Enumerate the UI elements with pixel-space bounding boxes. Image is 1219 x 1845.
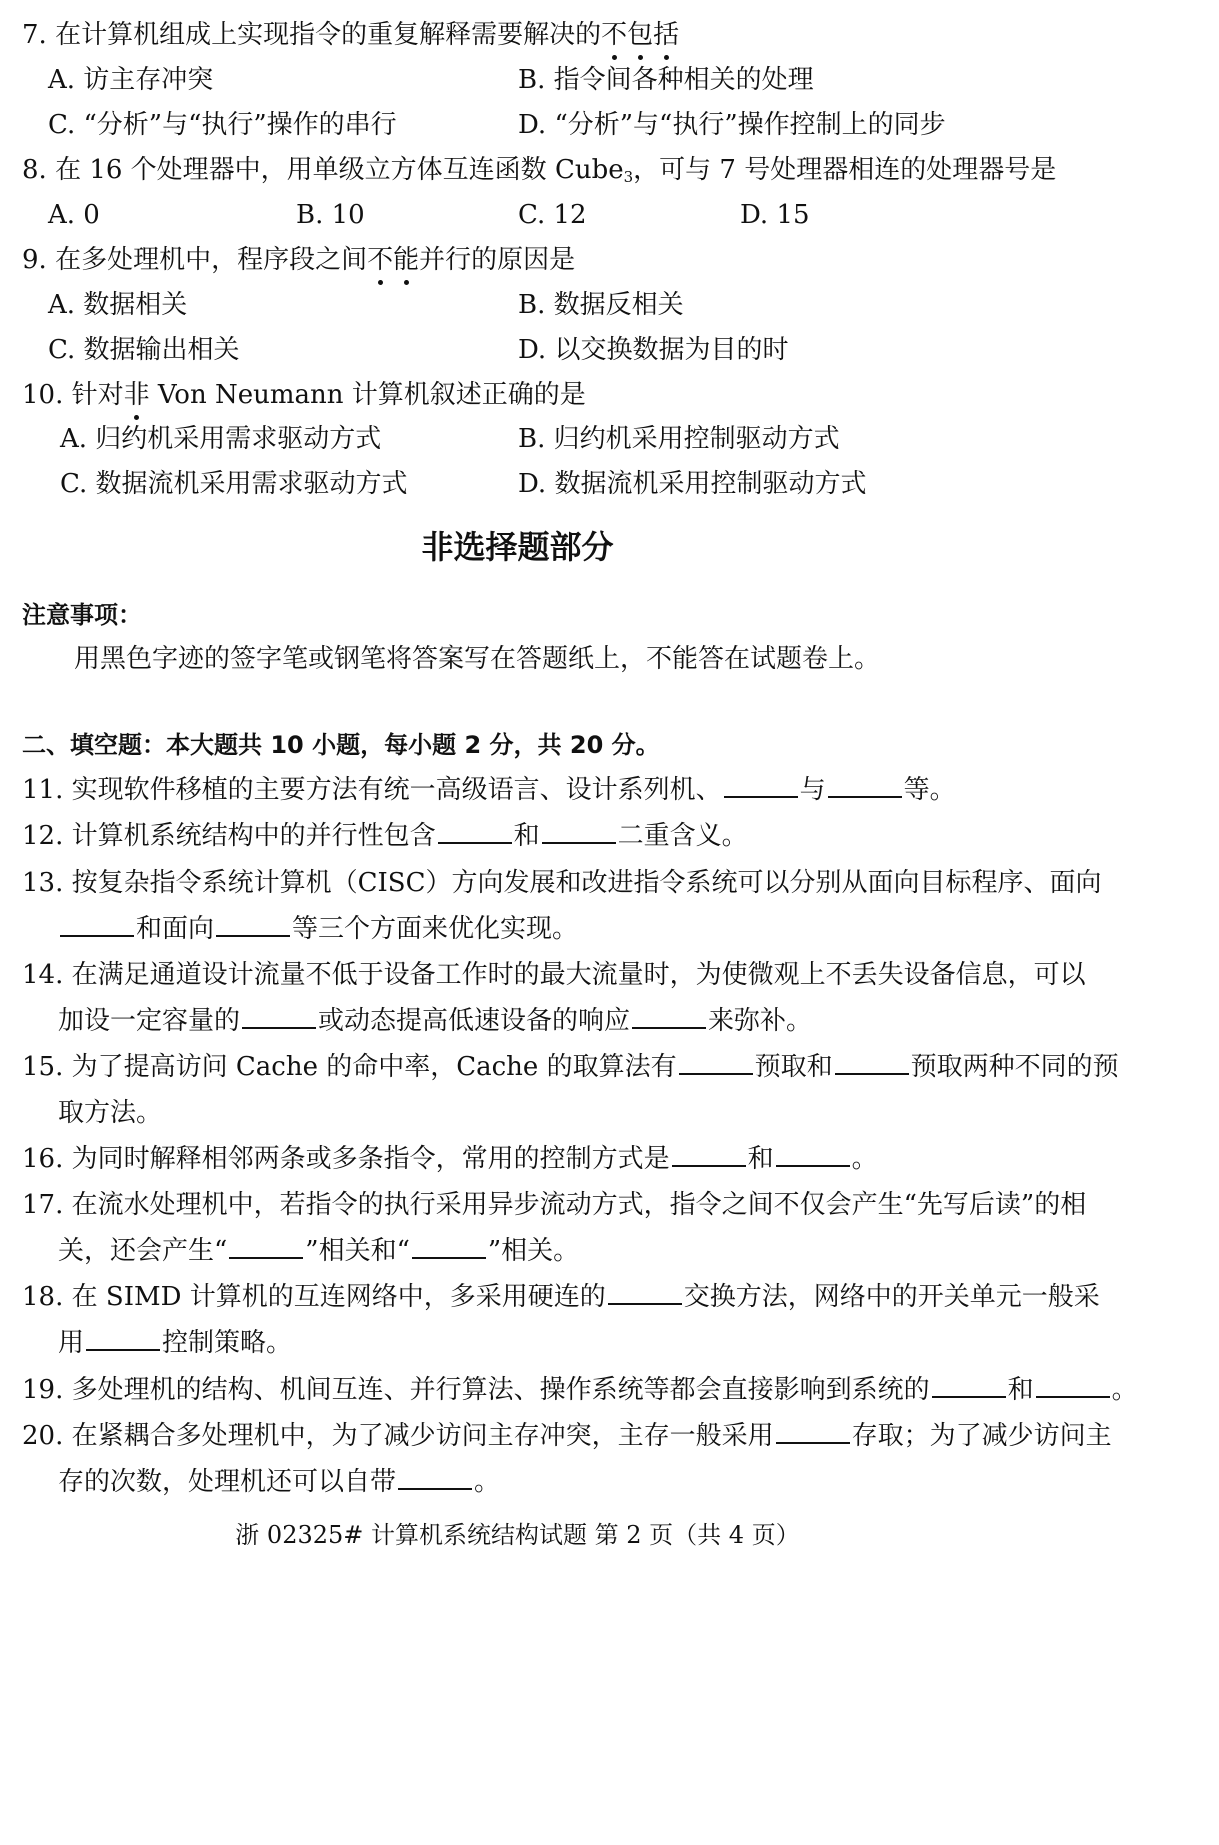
question-12 — [22, 819, 748, 853]
question-20-line-2 — [58, 1465, 500, 1499]
option-10d: D. 数据流机采用控制驱动方式 — [518, 469, 867, 499]
question-20-text-2: 存取；为了减少访问主 — [851, 1421, 1112, 1451]
option-9b: B. 数据反相关 — [518, 290, 684, 320]
question-15-line-1 — [22, 1050, 1119, 1084]
question-10-text-2: Von Neumann 计算机叙述正确的是 — [149, 380, 586, 410]
part2-heading: 二、填空题：本大题共 10 小题，每小题 2 分，共 20 分。 — [22, 731, 660, 759]
question-8-text: 8. 在 16 个处理器中，用单级立方体互连函数 Cube — [22, 155, 624, 185]
option-7c: C. “分析”与“执行”操作的串行 — [48, 110, 397, 140]
option-8c: C. 12 — [518, 200, 587, 230]
question-16 — [22, 1142, 878, 1176]
section-title: 非选择题部分 — [421, 528, 614, 566]
option-9d: D. 以交换数据为目的时 — [518, 335, 789, 365]
option-9a: A. 数据相关 — [48, 290, 188, 320]
option-8d: D. 15 — [740, 200, 810, 230]
question-14-line-1: 14. 在满足通道设计流量不低于设备工作时的最大流量时，为使微观上不丢失设备信息，可以 — [22, 960, 1086, 990]
question-15-text-2: 预取和 — [754, 1052, 833, 1082]
question-18-line-2 — [58, 1326, 292, 1360]
answer-blank — [724, 774, 798, 798]
question-10-text: 10. 针对 — [22, 380, 124, 410]
question-14-line-2 — [58, 1004, 812, 1038]
subscript: 3 — [623, 168, 634, 186]
answer-blank — [216, 913, 290, 937]
answer-blank — [242, 1005, 316, 1029]
question-14-text: 加设一定容量的 — [58, 1006, 241, 1036]
question-11 — [22, 773, 956, 807]
option-10a: A. 归约机采用需求驱动方式 — [60, 424, 382, 454]
question-9-text: 9. 在多处理机中，程序段之间 — [22, 245, 368, 275]
question-7-text: 7. 在计算机组成上实现指令的重复解释需要解决的 — [22, 20, 602, 50]
answer-blank — [835, 1051, 909, 1075]
emphasis-char: 非 — [123, 380, 150, 410]
emphasis-char: 能 — [393, 245, 420, 275]
question-17-text-2: ”相关和“ — [305, 1236, 410, 1266]
question-13-text-3: 等三个方面来优化实现。 — [292, 914, 579, 944]
option-8a: A. 0 — [48, 200, 100, 230]
answer-blank — [776, 1420, 850, 1444]
answer-blank — [632, 1005, 706, 1029]
question-18-text: 18. 在 SIMD 计算机的互连网络中，多采用硬连的 — [22, 1282, 606, 1312]
question-12-text-3: 二重含义。 — [617, 821, 748, 851]
question-17-text-3: ”相关。 — [487, 1236, 580, 1266]
answer-blank — [438, 820, 512, 844]
option-7b: B. 指令间各种相关的处理 — [518, 65, 814, 95]
question-8-text-2: ，可与 7 号处理器相连的处理器号是 — [633, 155, 1057, 185]
answer-blank — [828, 774, 902, 798]
question-16-text-3: 。 — [851, 1144, 878, 1174]
question-11-text-2: 与 — [799, 775, 826, 805]
question-7-stem — [22, 18, 679, 52]
question-19-text: 19. 多处理机的结构、机间互连、并行算法、操作系统等都会直接影响到系统的 — [22, 1375, 930, 1405]
answer-blank — [608, 1281, 682, 1305]
answer-blank — [679, 1051, 753, 1075]
question-9-text-2: 并行的原因是 — [419, 245, 576, 275]
question-12-text: 12. 计算机系统结构中的并行性包含 — [22, 821, 436, 851]
question-20-text: 20. 在紧耦合多处理机中，为了减少访问主存冲突，主存一般采用 — [22, 1421, 774, 1451]
question-18-line-1 — [22, 1280, 1100, 1314]
answer-blank — [86, 1327, 160, 1351]
question-13-line-2 — [58, 912, 578, 946]
answer-blank — [542, 820, 616, 844]
option-8b: B. 10 — [296, 200, 365, 230]
answer-blank — [398, 1466, 472, 1490]
question-15-line-2: 取方法。 — [58, 1098, 163, 1128]
question-14-text-2: 或动态提高低速设备的响应 — [318, 1006, 631, 1036]
answer-blank — [60, 913, 134, 937]
question-11-text-3: 等。 — [903, 775, 956, 805]
question-17-line-1: 17. 在流水处理机中，若指令的执行采用异步流动方式，指令之间不仅会产生“先写后读”的相 — [22, 1190, 1087, 1220]
answer-blank — [412, 1235, 486, 1259]
page-footer: 浙 02325# 计算机系统结构试题 第 2 页（共 4 页） — [235, 1521, 800, 1549]
question-10-stem — [22, 378, 586, 412]
question-13-line-1: 13. 按复杂指令系统计算机（CISC）方向发展和改进指令系统可以分别从面向目标程序、面向 — [22, 868, 1102, 898]
question-20-text-4: 。 — [474, 1467, 501, 1497]
question-15-text-3: 预取两种不同的预 — [910, 1052, 1119, 1082]
emphasis-char: 包 — [627, 20, 654, 50]
notice-heading: 注意事项： — [22, 601, 142, 629]
question-16-text-2: 和 — [747, 1144, 774, 1174]
question-17-line-2 — [58, 1234, 579, 1268]
question-20-text-3: 存的次数，处理机还可以自带 — [58, 1467, 397, 1497]
question-19-text-2: 和 — [1007, 1375, 1034, 1405]
question-13-text-2: 和面向 — [136, 914, 215, 944]
option-9c: C. 数据输出相关 — [48, 335, 240, 365]
question-20-line-1 — [22, 1419, 1112, 1453]
question-17-text: 关，还会产生“ — [58, 1236, 228, 1266]
answer-blank — [229, 1235, 303, 1259]
question-15-text: 15. 为了提高访问 Cache 的命中率，Cache 的取算法有 — [22, 1052, 677, 1082]
emphasis-char: 不 — [601, 20, 628, 50]
option-7d: D. “分析”与“执行”操作控制上的同步 — [518, 110, 946, 140]
question-16-text: 16. 为同时解释相邻两条或多条指令，常用的控制方式是 — [22, 1144, 670, 1174]
question-9-stem — [22, 243, 575, 277]
answer-blank — [1036, 1374, 1110, 1398]
question-12-text-2: 和 — [513, 821, 540, 851]
question-19 — [22, 1373, 1138, 1407]
answer-blank — [672, 1143, 746, 1167]
option-10c: C. 数据流机采用需求驱动方式 — [60, 469, 408, 499]
option-7a: A. 访主存冲突 — [48, 65, 214, 95]
question-11-text: 11. 实现软件移植的主要方法有统一高级语言、设计系列机、 — [22, 775, 722, 805]
question-19-text-3: 。 — [1111, 1375, 1138, 1405]
question-18-text-3: 用 — [58, 1328, 85, 1358]
option-10b: B. 归约机采用控制驱动方式 — [518, 424, 840, 454]
emphasis-char: 不 — [367, 245, 394, 275]
question-18-text-4: 控制策略。 — [162, 1328, 293, 1358]
answer-blank — [776, 1143, 850, 1167]
notice-text: 用黑色字迹的签字笔或钢笔将答案写在答题纸上，不能答在试题卷上。 — [74, 644, 881, 674]
answer-blank — [932, 1374, 1006, 1398]
emphasis-char: 括 — [653, 20, 680, 50]
question-18-text-2: 交换方法，网络中的开关单元一般采 — [683, 1282, 1100, 1312]
question-8-stem — [22, 153, 1056, 194]
question-14-text-3: 来弥补。 — [708, 1006, 813, 1036]
